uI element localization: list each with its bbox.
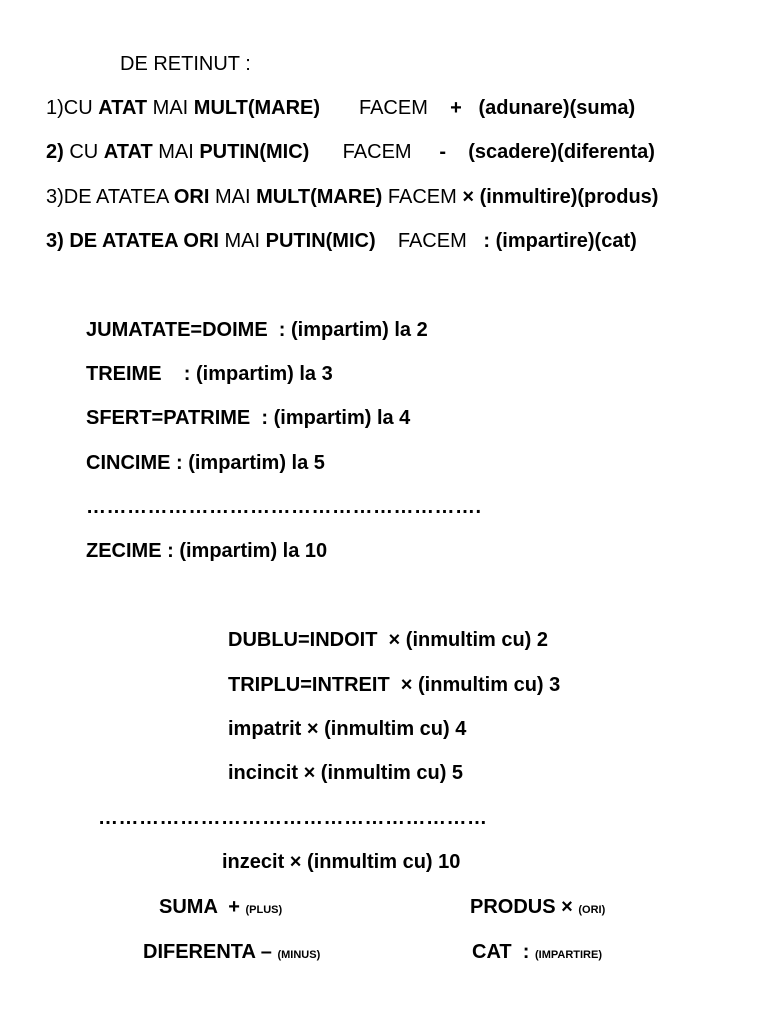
operation-difference — [143, 940, 320, 967]
rule-line-2 — [46, 140, 655, 164]
rule-text: CU — [63, 97, 99, 119]
rule-text: MAI — [152, 141, 200, 163]
rule-bold-text: PUTIN(MIC) — [199, 141, 310, 163]
multiple-line-tenfold: inzecit × (inmultim cu) 10 — [222, 851, 461, 873]
rule-text: MAI — [147, 97, 194, 119]
rule-line-4 — [46, 229, 637, 253]
multiple-line-double: DUBLU=INDOIT × (inmultim cu) 2 — [228, 629, 549, 651]
rule-number: 3) — [46, 230, 70, 252]
rule-bold-text: ORI — [173, 186, 210, 208]
rule-operation: × (inmultire)(produs) — [462, 186, 659, 208]
rule-text: DE ATATEA — [63, 186, 174, 208]
operation-quotient — [472, 940, 602, 967]
rule-bold-text: MULT(MARE) — [256, 186, 383, 208]
dotted-separator: ………………………………………………… — [98, 807, 488, 829]
operation-product — [470, 895, 605, 922]
operation-note: (MINUS) — [277, 949, 321, 961]
rule-bold-text: DE ATATEA ORI — [69, 230, 219, 252]
rule-bold-text: ATAT — [98, 97, 148, 119]
multiple-line-triple: TRIPLU=INTREIT × (inmultim cu) 3 — [228, 674, 561, 696]
fraction-line-third: TREIME : (impartim) la 3 — [86, 363, 333, 385]
operation-label: CAT : — [472, 941, 530, 963]
rule-text: MAI — [218, 230, 266, 252]
multiple-line-quadruple: impatrit × (inmultim cu) 4 — [228, 718, 467, 740]
fraction-line-half: JUMATATE=DOIME : (impartim) la 2 — [86, 319, 428, 341]
rule-text: FACEM — [309, 141, 440, 163]
rule-number: 1) — [46, 97, 64, 119]
fraction-line-fifth: CINCIME : (impartim) la 5 — [86, 452, 325, 474]
rule-text: MAI — [209, 186, 257, 208]
operation-note: (PLUS) — [245, 904, 283, 916]
document-title: DE RETINUT : — [120, 53, 251, 75]
rule-bold-text: PUTIN(MIC) — [265, 230, 376, 252]
operation-label: SUMA + — [159, 896, 240, 918]
rule-bold-text: ATAT — [103, 141, 153, 163]
rule-line-1 — [46, 96, 635, 120]
fraction-line-quarter: SFERT=PATRIME : (impartim) la 4 — [86, 407, 411, 429]
rule-number: 3) — [46, 186, 64, 208]
rule-operation: : (impartire)(cat) — [483, 230, 637, 252]
rule-text: FACEM — [320, 97, 451, 119]
rule-text: FACEM — [382, 186, 463, 208]
operation-note: (ORI) — [578, 904, 606, 916]
operation-label: PRODUS × — [470, 896, 573, 918]
operation-label: DIFERENTA – — [143, 941, 272, 963]
rule-line-3 — [46, 185, 658, 209]
dotted-separator: …………………………………………………. — [86, 496, 482, 518]
operation-sum — [159, 895, 282, 922]
rule-text: FACEM — [375, 230, 484, 252]
rule-text: CU — [63, 141, 104, 163]
rule-bold-text: MULT(MARE) — [193, 97, 321, 119]
rule-number: 2) — [46, 141, 64, 163]
fraction-line-tenth: ZECIME : (impartim) la 10 — [86, 540, 328, 562]
rule-operation: - (scadere)(diferenta) — [439, 141, 655, 163]
rule-operation: + (adunare)(suma) — [450, 97, 636, 119]
operation-note: (IMPARTIRE) — [534, 949, 602, 961]
multiple-line-quintuple: incincit × (inmultim cu) 5 — [228, 762, 464, 784]
